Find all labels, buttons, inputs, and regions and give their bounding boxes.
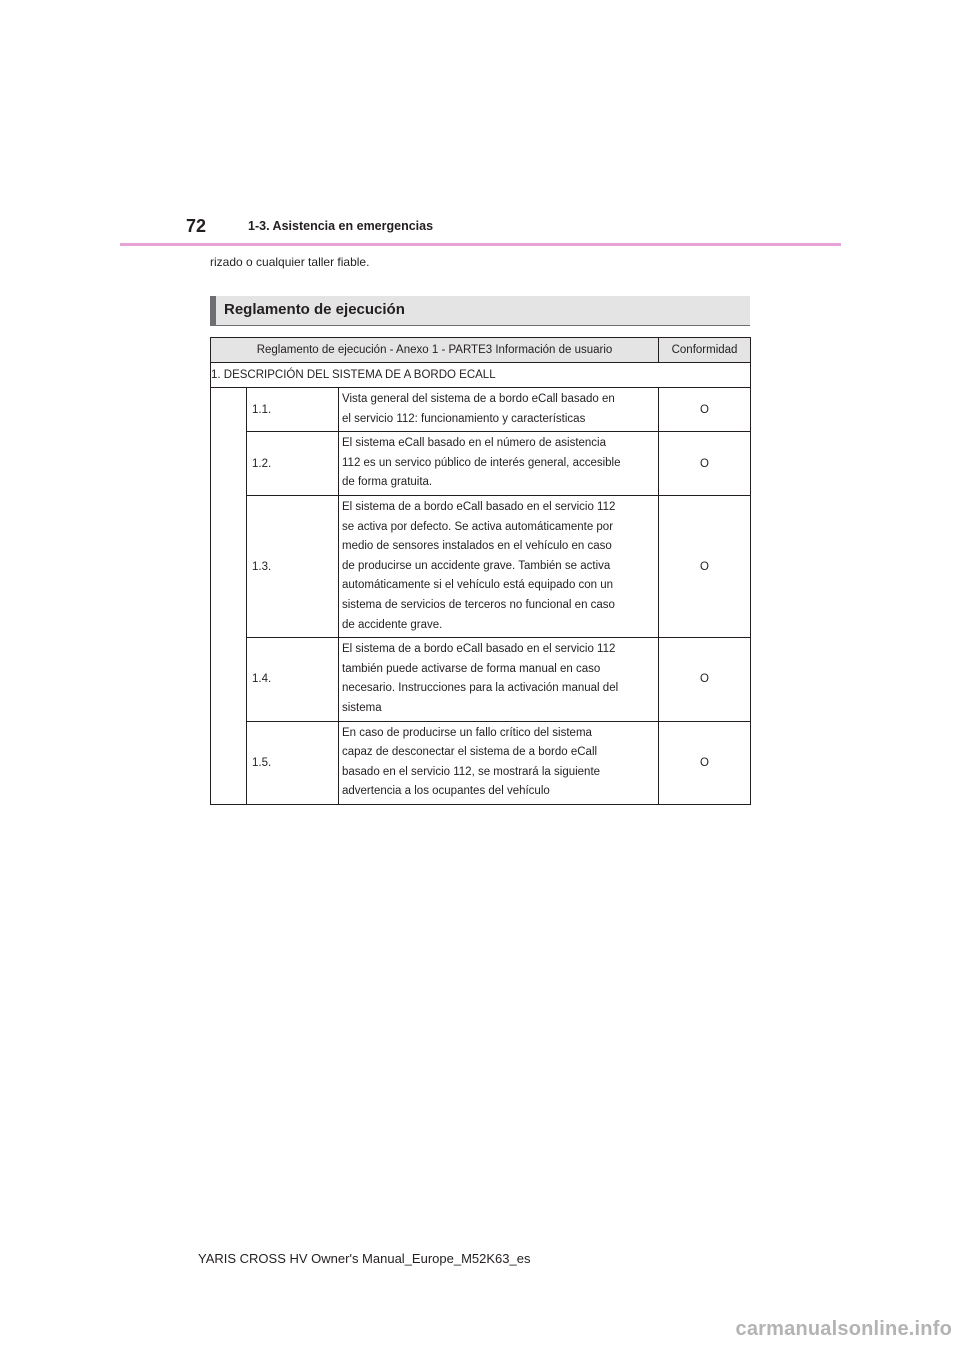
description-line: sistema [342,701,382,714]
item-conformity: O [659,388,751,432]
description-line: el servicio 112: funcionamiento y características [342,412,586,425]
description-line: advertencia a los ocupantes del vehículo [342,785,550,798]
description-line: El sistema de a bordo eCall basado en el servicio 112 [342,500,616,513]
description-line: 112 es un servico público de interés general, accesible [342,456,621,469]
section-row-label: 1. DESCRIPCIÓN DEL SISTEMA DE A BORDO ECALL [211,363,751,388]
description-line: automáticamente si el vehículo está equipado con un [342,579,614,592]
table-row [211,638,751,721]
item-conformity: O [659,638,751,721]
description-line: basado en el servicio 112, se mostrará la siguiente [342,765,601,778]
description-line: medio de sensores instalados en el vehículo en caso [342,540,612,553]
item-description [339,388,659,432]
chapter-title: 1-3. Asistencia en emergencias [248,219,434,233]
indent-cell [211,388,247,805]
description-line: En caso de producirse un fallo crítico del sistema [342,726,592,739]
item-conformity: O [659,432,751,496]
section-heading [210,296,750,326]
item-description [339,495,659,637]
item-number: 1.2. [247,432,339,496]
watermark-link[interactable]: carmanualsonline.info [735,1318,952,1340]
item-description [339,638,659,721]
section-title: Reglamento de ejecución [224,301,405,318]
description-line: capaz de desconectar el sistema de a bordo eCall [342,746,598,759]
table-row [211,432,751,496]
table-header-row [211,338,751,363]
table-section-row [211,363,751,388]
description-line: necesario. Instrucciones para la activación manual del [342,682,619,695]
description-line: se activa por defecto. Se activa automáticamente por [342,520,614,533]
description-line: de accidente grave. [342,618,443,631]
intro-text: rizado o cualquier taller fiable. [210,255,370,269]
item-number: 1.4. [247,638,339,721]
description-line: Vista general del sistema de a bordo eCall basado en [342,393,615,405]
table-row [211,721,751,804]
description-line: sistema de servicios de terceros no funcional en caso [342,598,615,611]
description-line: El sistema eCall basado en el número de asistencia [342,437,607,450]
item-number: 1.5. [247,721,339,804]
page-number: 72 [186,216,207,236]
item-conformity: O [659,495,751,637]
item-number: 1.1. [247,388,339,432]
table-row [211,495,751,637]
description-line: de forma gratuita. [342,476,433,489]
item-conformity: O [659,721,751,804]
description-line: El sistema de a bordo eCall basado en el servicio 112 [342,643,616,656]
description-line: también puede activarse de forma manual en caso [342,662,601,675]
table-row [211,388,751,432]
manual-title: YARIS CROSS HV Owner's Manual_Europe_M52K63_es [198,1251,531,1266]
header-divider [120,243,841,246]
header-conformity: Conformidad [659,338,751,363]
item-number: 1.3. [247,495,339,637]
item-description [339,721,659,804]
item-description [339,432,659,496]
section-accent-bar [210,296,216,325]
description-line: de producirse un accidente grave. También se activa [342,559,611,572]
header-regulation: Reglamento de ejecución - Anexo 1 - PARTE3 Información de usuario [211,338,659,363]
regulation-table [210,337,751,805]
